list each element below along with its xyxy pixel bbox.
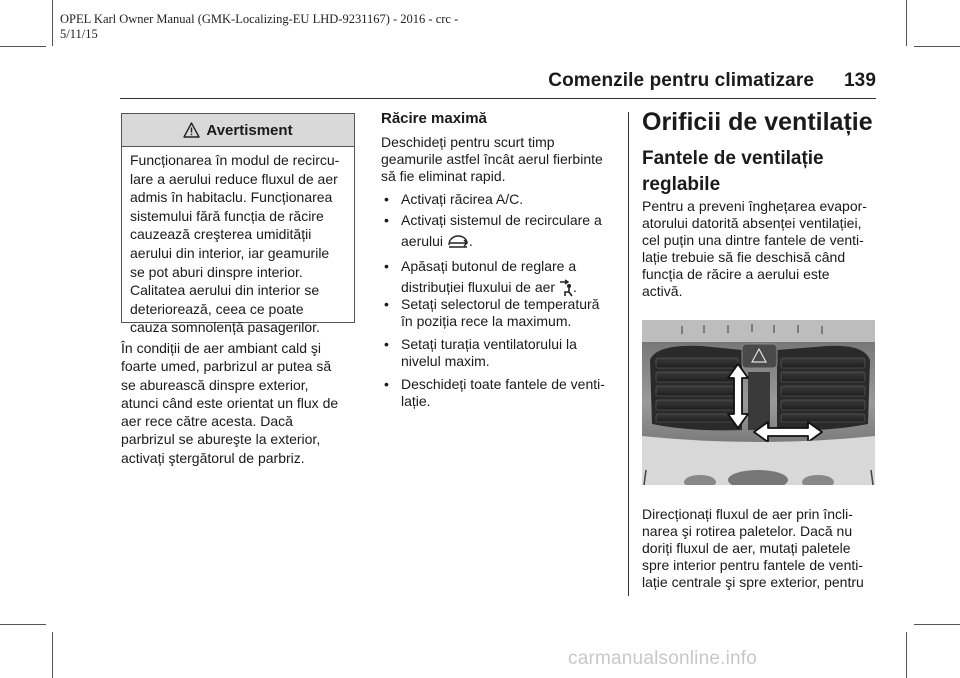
warning-line: deteriorează, ceea ce poate <box>130 300 304 317</box>
warning-header <box>122 114 354 147</box>
section-heading: Orificii de ventilație <box>642 108 873 136</box>
paragraph-line: activați ştergătorul de parbriz. <box>121 449 305 466</box>
header-rule <box>120 98 876 99</box>
airflow-face-icon <box>559 279 573 297</box>
paragraph-line: parbrizul se abureşte la exterior, <box>121 431 321 448</box>
crop-mark <box>52 632 53 678</box>
section-title: Comenzile pentru climatizare <box>548 70 814 91</box>
bullet: • <box>384 191 389 207</box>
list-item-text: Setați turația ventilatorului la <box>401 336 577 352</box>
paragraph-line: atorului datorită absenței ventilației, <box>642 215 862 231</box>
paragraph-line: Pentru a preveni înghețarea evapor- <box>642 198 867 214</box>
vent-photo <box>642 320 875 485</box>
print-metadata <box>60 12 458 42</box>
warning-line: lare a aerului reduce fluxul de aer <box>130 170 338 187</box>
recirculation-icon <box>447 234 469 250</box>
list-item-text: nivelul maxim. <box>401 353 490 369</box>
paragraph-line: activă. <box>642 283 683 299</box>
crop-mark <box>914 624 960 625</box>
list-item-text: Activați sistemul de recirculare a <box>401 212 602 228</box>
warning-line: admis în habitaclu. Funcționarea <box>130 189 333 206</box>
warning-title: Avertisment <box>206 121 293 139</box>
running-head <box>548 70 876 92</box>
paragraph-line: doriți fluxul de aer, mutați paletele <box>642 540 851 556</box>
vents-intro <box>642 198 882 300</box>
warning-line: Calitatea aerului din interior se <box>130 282 320 299</box>
bullet: • <box>384 296 389 312</box>
warning-line: se pot aburi dinspre interior. <box>130 263 303 280</box>
fog-paragraph <box>121 339 361 467</box>
bullet: • <box>384 336 389 352</box>
warning-line: sistemului fără funcția de răcire <box>130 207 324 224</box>
list-item-text: aerului <box>401 233 444 249</box>
paragraph-line: să fie eliminat rapid. <box>381 168 506 184</box>
max-cooling-intro <box>381 134 621 185</box>
watermark[interactable]: carmanualsonline.info <box>568 648 758 669</box>
paragraph-line: Direcționați fluxul de aer prin încli- <box>642 506 853 522</box>
paragraph-line: foarte umed, parbrizul ar putea să <box>121 358 332 375</box>
bullet: • <box>384 376 389 392</box>
list-item-text: . <box>572 279 577 295</box>
subsection-heading: Fantele de ventilație reglabile <box>642 148 824 195</box>
paragraph-line: cel puțin una dintre fantele de venti- <box>642 232 864 248</box>
paragraph-line: lație trebuie să fie deschisă când <box>642 249 846 265</box>
print-metadata-line: 5/11/15 <box>60 27 98 41</box>
bullet: • <box>384 212 389 228</box>
warning-line: Funcționarea în modul de recircu- <box>130 152 340 168</box>
crop-mark <box>906 0 907 46</box>
print-metadata-line: OPEL Karl Owner Manual (GMK-Localizing-EU LHD-9231167) - 2016 - crc - <box>60 12 459 26</box>
max-cooling-heading: Răcire maximă <box>381 110 487 127</box>
warning-line: aerului din interior, iar geamurile <box>130 244 330 261</box>
warning-triangle-icon <box>183 122 200 138</box>
paragraph-line: funcția de răcire a aerului este <box>642 266 830 282</box>
paragraph-line: În condiții de aer ambiant cald şi <box>121 340 321 356</box>
list-item-text: lație. <box>401 393 431 409</box>
crop-mark <box>914 46 960 47</box>
page-number: 139 <box>843 70 876 91</box>
paragraph-line: lație centrale şi spre exterior, pentru <box>642 574 864 590</box>
paragraph-line: geamurile astfel încât aerul fierbinte <box>381 151 603 167</box>
list-item-text: distribuției fluxului de aer <box>401 279 556 295</box>
crop-mark <box>906 632 907 678</box>
paragraph-line: aer rece către acesta. Dacă <box>121 413 293 430</box>
warning-line: cauzează creşterea umidității <box>130 226 312 243</box>
warning-text <box>122 147 354 337</box>
list-item-text: Setați selectorul de temperatură <box>401 296 600 312</box>
paragraph-line: spre interior pentru fantele de venti- <box>642 557 864 573</box>
paragraph-line: narea şi rotirea paletelor. Dacă nu <box>642 523 853 539</box>
paragraph-line: atunci când este orientat un flux de <box>121 394 339 411</box>
bullet: • <box>384 258 389 274</box>
list-item-text: în poziția rece la maximum. <box>401 313 572 329</box>
list-item-text: . <box>468 233 473 249</box>
crop-mark <box>0 624 46 625</box>
warning-box <box>121 113 355 336</box>
list-item-text: Apăsați butonul de reglare a <box>401 258 577 274</box>
crop-mark <box>52 0 53 46</box>
paragraph-line: se aburească dinspre exterior, <box>121 376 309 393</box>
paragraph-line: Deschideți pentru scurt timp <box>381 134 555 150</box>
warning-line: cauza somnolență pasagerilor. <box>130 319 320 336</box>
list-item-text: Deschideți toate fantele de venti- <box>401 376 605 392</box>
list-item-text: Activați răcirea A/C. <box>401 191 524 207</box>
crop-mark <box>0 46 46 47</box>
vents-after <box>642 506 882 591</box>
